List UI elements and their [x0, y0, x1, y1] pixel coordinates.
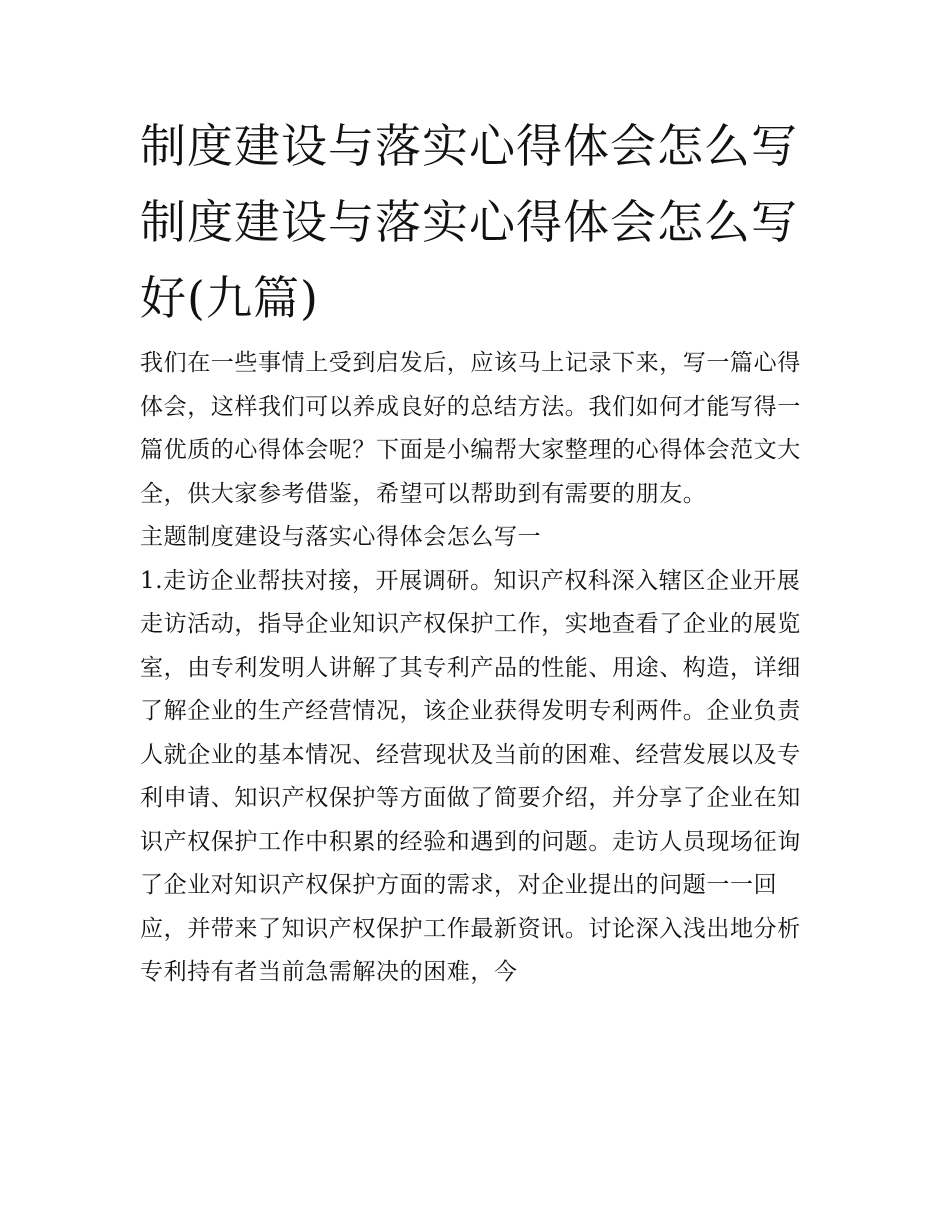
document-page: [140, 108, 812, 995]
intro-paragraph: 我们在一些事情上受到启发后，应该马上记录下来，写一篇心得体会，这样我们可以养成良好的总结方法。我们如何才能写得一篇优质的心得体会呢？下面是小编帮大家整理的心得体会范文大全，供大家参考借鉴，希望可以帮助到有需要的朋友。: [140, 350, 801, 507]
body-paragraph: 1.走访企业帮扶对接，开展调研。知识产权科深入辖区企业开展走访活动，指导企业知识产权保护工作，实地查看了企业的展览室，由专利发明人讲解了其专利产品的性能、用途、构造，详细了解企业的生产经营情况，该企业获得发明专利两件。企业负责人就企业的基本情况、经营现状及当前的困难、经营发展以及专利申请、知识产权保护等方面做了简要介绍，并分享了企业在知识产权保护工作中积累的经验和遇到的问题。走访人员现场征询了企业对知识产权保护方面的需求，对企业提出的问题一一回应，并带来了知识产权保护工作最新资讯。讨论深入浅出地分析专利持有者当前急需解决的困难，今: [140, 567, 801, 985]
document-title: 制度建设与落实心得体会怎么写 制度建设与落实心得体会怎么写好(九篇): [140, 119, 798, 325]
section-heading: 主题制度建设与落实心得体会怎么写一: [140, 524, 542, 550]
